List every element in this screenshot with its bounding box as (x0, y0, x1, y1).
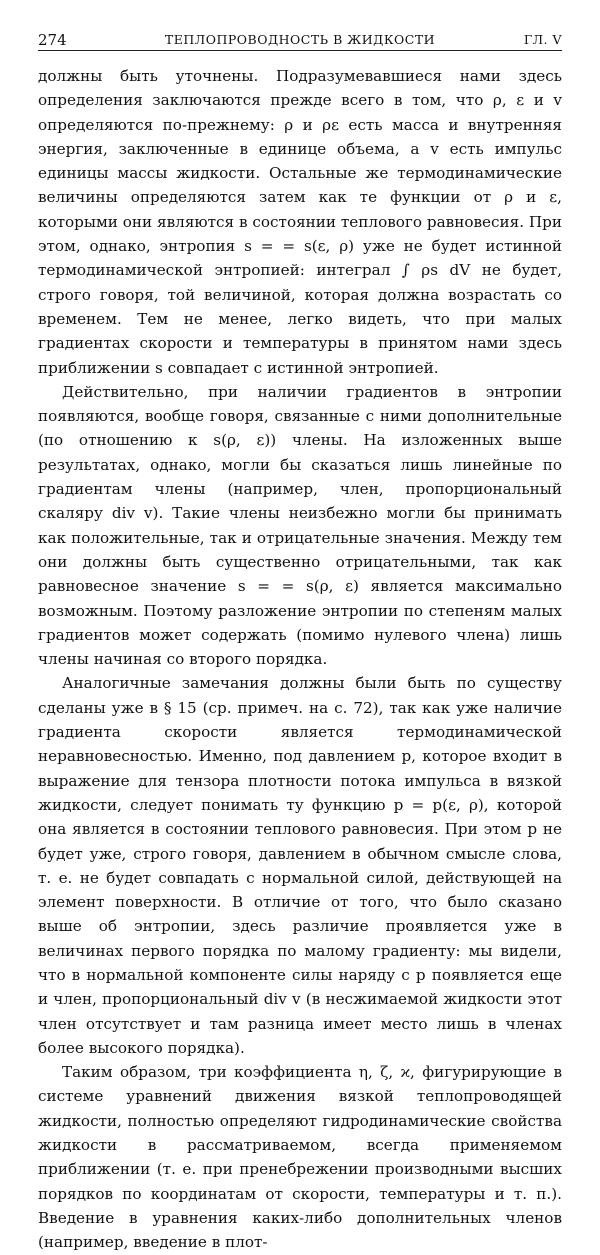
running-header (38, 30, 562, 51)
paragraph-4: Таким образом, три коэффициента η, ζ, ϰ, фигурирующие в системе уравнений движения вязкой теплопроводящей жидкости, полностью определяют гидродинамические свойства жидкости в рассматриваемом, всегда применяемом приближении (т. е. при пренебрежении производными высших порядков по координатам от скорости, температуры и т. п.). Введение в уравнения каких-либо дополнительных членов (например, введение в плот- (38, 1063, 562, 1252)
page-number: 274 (38, 31, 67, 49)
running-title: ТЕПЛОПРОВОДНОСТЬ В ЖИДКОСТИ (164, 32, 436, 47)
paragraph-3: Аналогичные замечания должны были быть по существу сделаны уже в § 15 (ср. примеч. на с. 72), так как уже наличие градиента скорости является термодинамической неравновесностью. Именно, под давлением p, которое входит в выражение для тензора плотности потока импульса в вязкой жидкости, следует понимать ту функцию p = p(ε, ρ), которой она является в состоянии теплового равновесия. При этом p не будет уже, строго говоря, давлением в обычном смысле слова, т. е. не будет совпадать с нормальной силой, действующей на элемент поверхности. В отличие от того, что было сказано выше об энтропии, здесь различие проявляется уже в величинах первого порядка по малому градиенту: мы видели, что в нормальной компоненте силы наряду с p появляется еще и член, пропорциональный div v (в несжимаемой жидкости этот член отсутствует и там разница имеет место лишь в членах более высокого порядка). (38, 674, 562, 1057)
paragraph-2: Действительно, при наличии градиентов в энтропии появляются, вообще говоря, связанные с ними дополнительные (по отношению к s(ρ, ε)) члены. На изложенных выше результатах, однако, могли бы сказаться лишь линейные по градиентам члены (например, член, пропорциональный скаляру div v). Такие члены неизбежно могли бы принимать как положительные, так и отрицательные значения. Между тем они должны быть существенно отрицательными, так как равновесное значение s = = s(ρ, ε) является максимально возможным. Поэтому разложение энтропии по степеням малых градиентов может содержать (помимо нулевого члена) лишь члены начиная со второго порядка. (38, 382, 562, 669)
text-body (38, 64, 562, 1255)
chapter-label: ГЛ. V (523, 32, 562, 47)
paragraph-1: должны быть уточнены. Подразумевавшиеся нами здесь определения заключаются прежде всего в том, что ρ, ε и v определяются по-прежнему: ρ и ρε есть масса и внутренняя энергия, заключенные в единице объема, а v есть импульс единицы массы жидкости. Остальные же термодинамические величины определяются затем как те функции от ρ и ε, которыми они являются в состоянии теплового равновесия. При этом, однако, энтропия s = = s(ε, ρ) уже не будет истинной термодинамической энтропией: интеграл ∫ ρs dV не будет, строго говоря, той величиной, которая должна возрастать со временем. Тем не менее, легко видеть, что при малых градиентах скорости и температуры в принятом нами здесь приближении s совпадает с истинной энтропией. (38, 67, 562, 377)
